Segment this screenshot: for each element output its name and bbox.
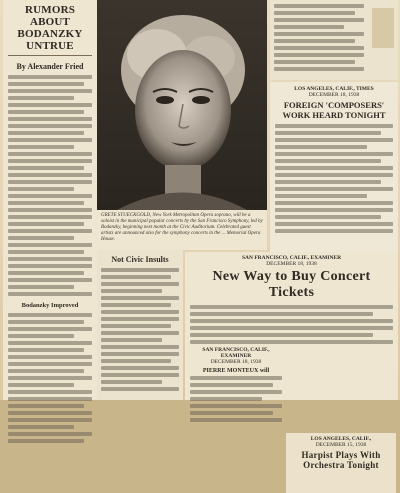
civic-insults-article — [97, 250, 183, 400]
singer-portrait-photo — [97, 0, 267, 210]
harp-dateline-date: DECEMBER 15, 1938 — [315, 442, 367, 448]
civic-insults-headline: Not Civic Insults — [111, 255, 169, 264]
caption-text: GRETE STUECKGOLD, New York Metropolitan Opera soprano, will be a soloist in the municipal popular concerts by the San Francisco Symphony, led by Bodanzky, beginning next month at the Civic Auditorium. Celebrated guest artists are announced also for the symphony concerts in the ... Memorial Opera House. — [101, 213, 263, 242]
tickets-dateline-paper: SAN FRANCISCO, CALIF., EXAMINER — [241, 255, 342, 261]
portrait-image — [97, 0, 267, 210]
top-right-clipping — [270, 0, 398, 80]
bodanzky-headline: RUMORS ABOUT BODANZKY UNTRUE — [17, 4, 83, 52]
foreign-composers-article — [270, 82, 398, 252]
top-right-body — [274, 4, 364, 71]
foreign-composers-body — [275, 124, 393, 233]
tickets-headline: New Way to Buy Concert Tickets — [212, 269, 371, 300]
monteux-body — [190, 376, 282, 422]
harp-headline: Harpist Plays With Orchestra Tonight — [301, 450, 381, 470]
monteux-dateline-paper: SAN FRANCISCO, CALIF., EXAMINER — [202, 347, 270, 359]
harp-dateline-paper: LOS ANGELES, CALIF., — [310, 436, 372, 442]
tickets-dateline-date: DECEMBER 18, 1938 — [266, 261, 317, 267]
tickets-body — [190, 305, 393, 344]
article-byline: By Alexander Fried — [16, 62, 84, 71]
civic-insults-body — [101, 268, 179, 391]
monteux-dateline-date: DECEMBER 18, 1938 — [210, 359, 262, 365]
monteux-subhead: PIERRE MONTEUX will — [202, 368, 270, 374]
photo-caption — [97, 210, 267, 250]
article-body-text-2 — [8, 313, 92, 443]
article-body-text — [8, 75, 92, 296]
dateline-date: DECEMBER 18, 1938 — [308, 92, 360, 98]
dateline-paper: LOS ANGELES, CALIF., TIMES — [294, 86, 374, 92]
article-subhead: Bodanzky Improved — [21, 302, 79, 309]
foreign-composers-headline: FOREIGN 'COMPOSERS' WORK HEARD TONIGHT — [282, 100, 386, 120]
concert-tickets-article — [185, 252, 398, 470]
bodanzky-article — [3, 0, 97, 400]
harpist-article — [286, 433, 396, 493]
paper-tab — [372, 8, 394, 48]
